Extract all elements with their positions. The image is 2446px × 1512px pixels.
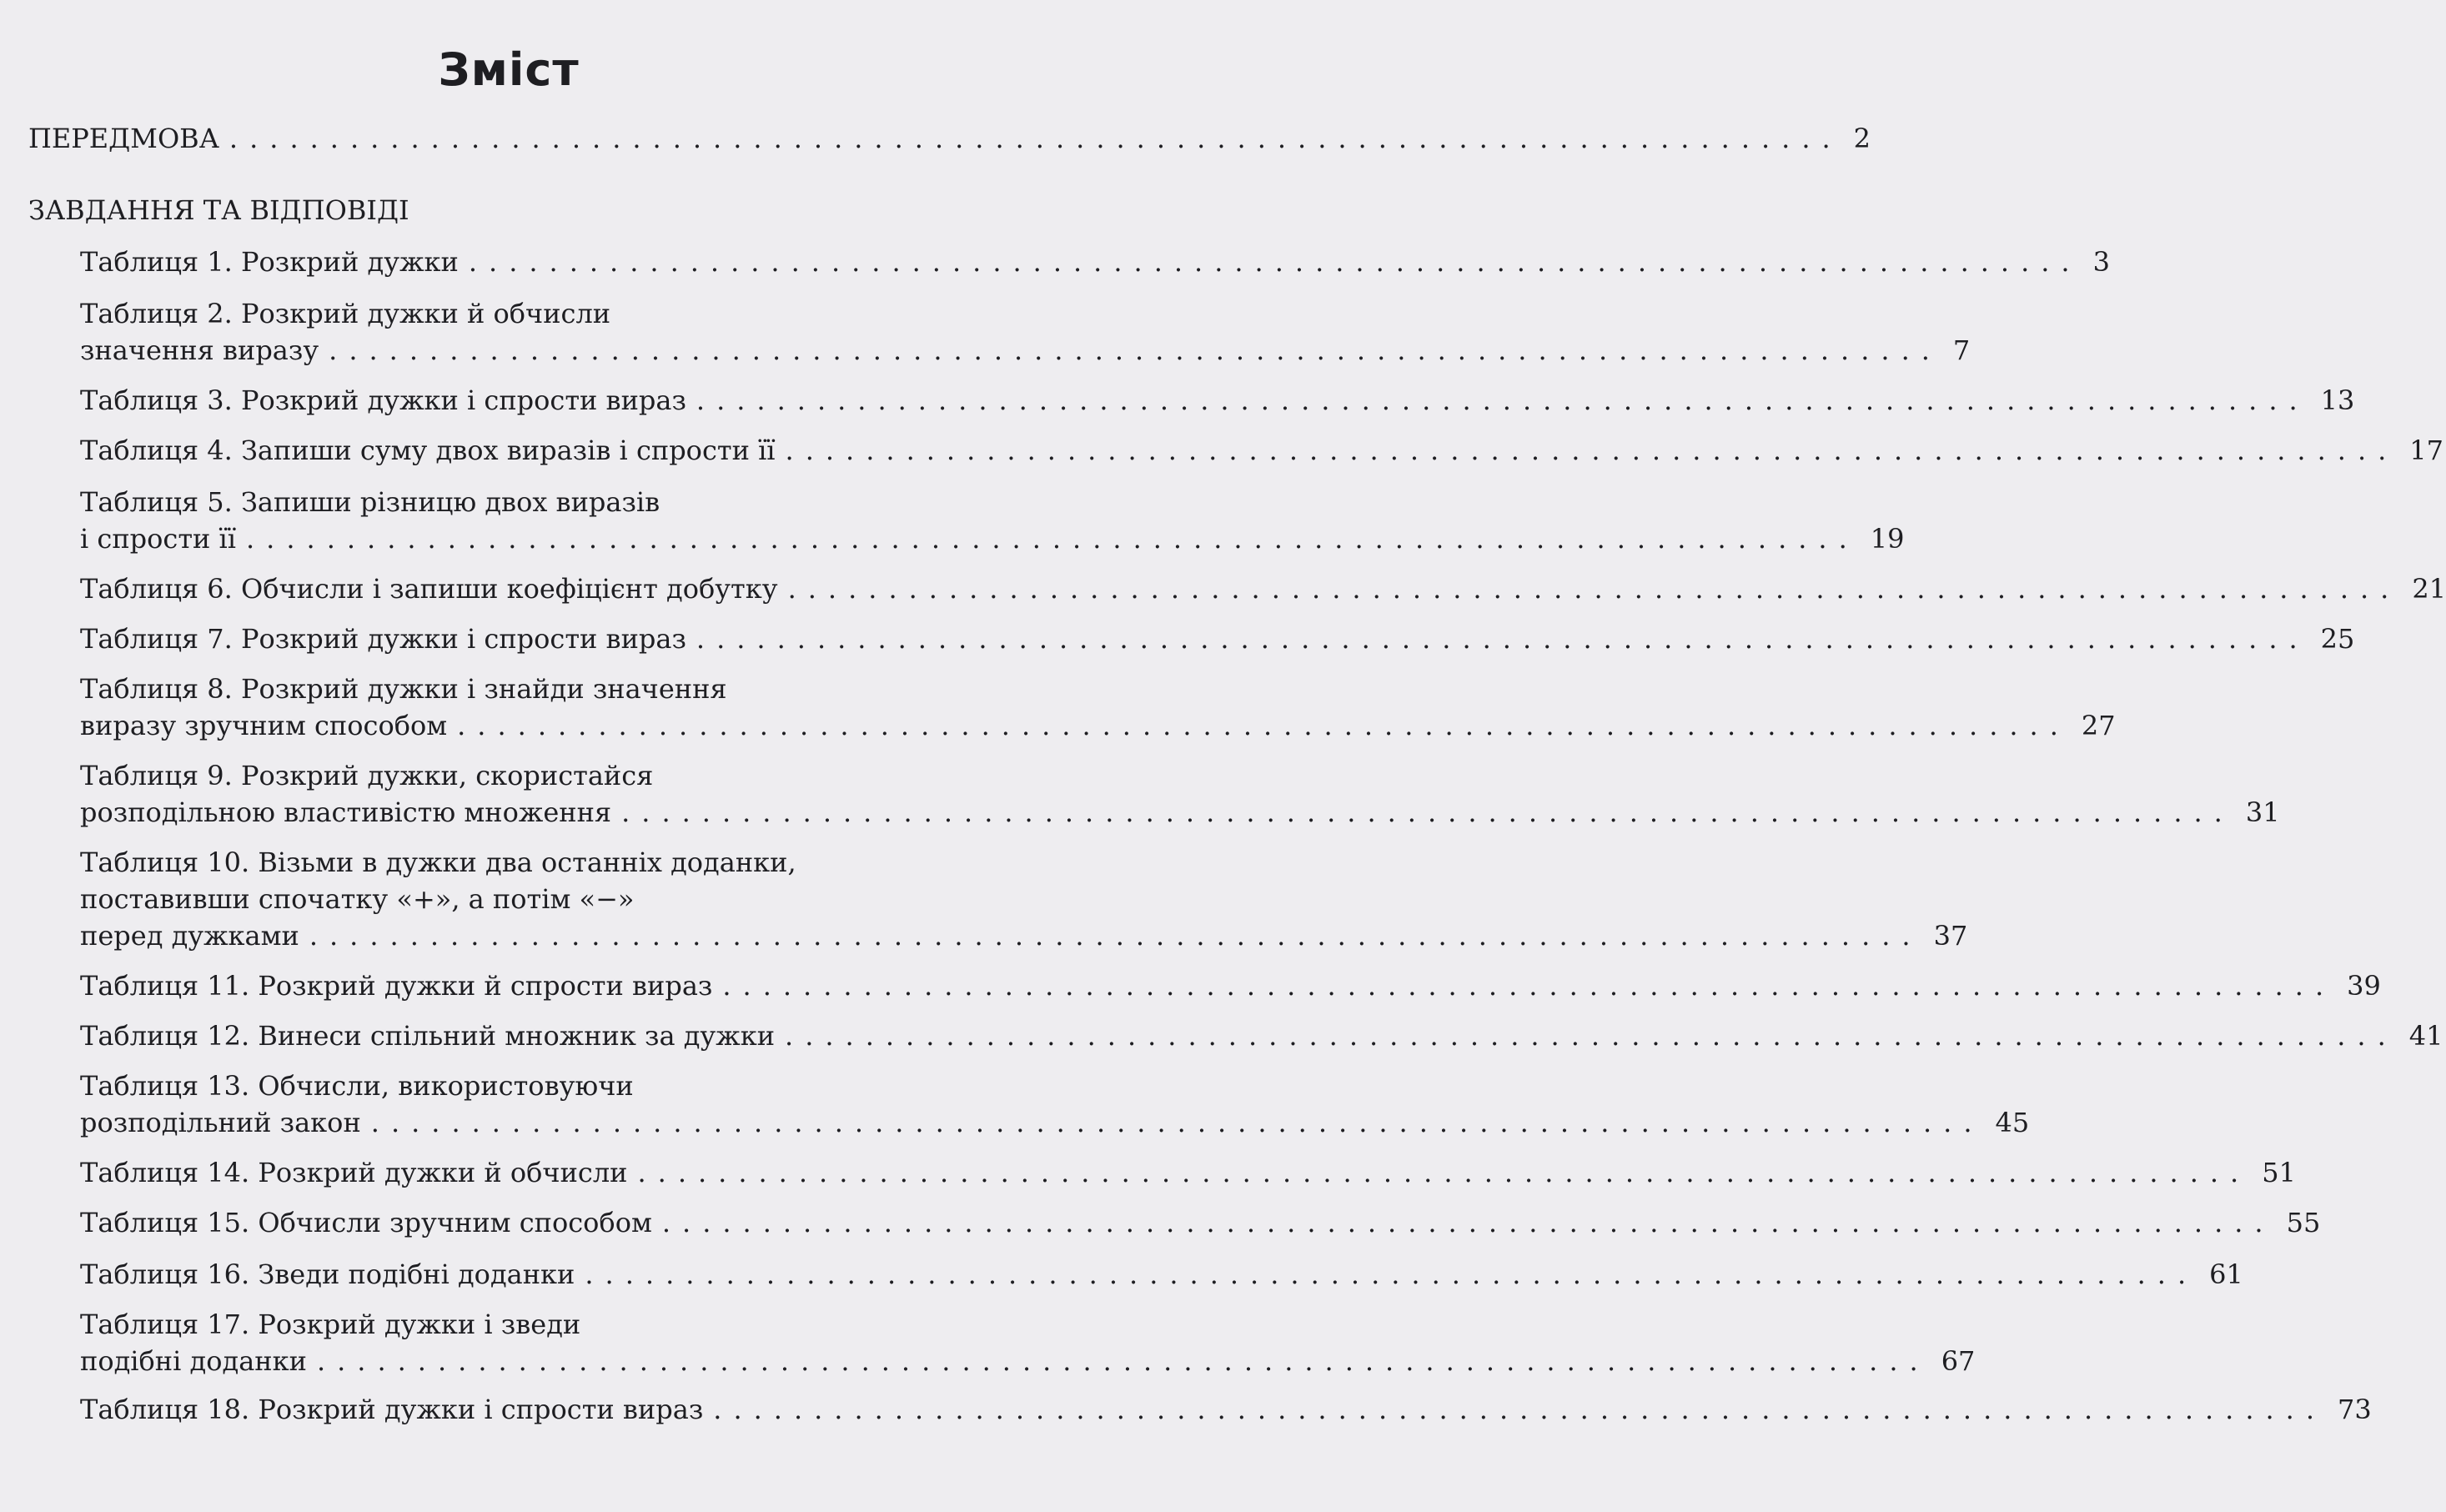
toc-entry-label: Таблиця 11. Розкрий дужки й спрости вираз (80, 970, 713, 1002)
toc-entry-label: виразу зручним способом (80, 710, 448, 741)
toc-page-number: 17 (2409, 435, 2443, 466)
toc-page-number: 3 (2092, 246, 2110, 278)
toc-entry-label: поставивши спочатку «+», а потім «−» (80, 883, 635, 915)
toc-page-number: 39 (2347, 970, 2381, 1002)
leader-dots: ................................................................................ (713, 1394, 2327, 1425)
toc-entry-label: розподільний закон (80, 1107, 361, 1138)
toc-entry (80, 620, 2355, 657)
leader-dots: ................................................................................ (457, 710, 2070, 741)
toc-page-number: 19 (1870, 523, 1905, 555)
toc-entry-label: Таблиця 3. Розкрий дужки і спрости вираз (80, 384, 686, 416)
toc-entry (80, 1017, 2443, 1054)
toc-entry-label: Таблиця 5. Запиши різницю двох виразів (80, 486, 660, 518)
toc-entry-label: Таблиця 1. Розкрий дужки (80, 246, 459, 278)
toc-entry-label: Таблиця 10. Візьми в дужки два останніх доданки, (80, 846, 796, 878)
toc-page-number: 73 (2338, 1394, 2372, 1425)
toc-page-number: 31 (2245, 796, 2280, 828)
toc-entry-label: і спрости її (80, 523, 236, 555)
toc-entry-label: розподільною властивістю множення (80, 796, 612, 828)
leader-dots: ................................................................................ (329, 334, 1941, 366)
toc-entry-label: Таблиця 4. Запиши суму двох виразів і спрости її (80, 435, 776, 466)
leader-dots: ................................................................................ (785, 1020, 2398, 1052)
leader-dots: ................................................................................ (585, 1258, 2198, 1290)
leader-dots: ................................................................................ (370, 1107, 1984, 1138)
leader-dots: ................................................................................ (246, 523, 1859, 555)
toc-entry (80, 570, 2446, 607)
toc-entry-label: Таблиця 6. Обчисли і запиши коефіцієнт добутку (80, 573, 778, 605)
toc-page-number: 55 (2286, 1207, 2321, 1238)
toc-page-number: 67 (1941, 1345, 1976, 1377)
toc-entry (80, 967, 2381, 1004)
toc-entry-label: Таблиця 7. Розкрий дужки і спрости вираз (80, 623, 686, 655)
toc-entry (80, 382, 2355, 419)
toc-entry-label: Таблиця 14. Розкрий дужки й обчисли (80, 1157, 628, 1188)
toc-entry (80, 1256, 2243, 1293)
toc-entry-label: Таблиця 18. Розкрий дужки і спрости вираз (80, 1394, 704, 1425)
toc-entry (80, 1204, 2321, 1241)
toc-entry-label: Таблиця 13. Обчисли, використовуючи (80, 1070, 634, 1102)
toc-page-number: 45 (1995, 1107, 2030, 1138)
toc-page-number: 61 (2209, 1258, 2243, 1290)
toc-entry (80, 1067, 2030, 1141)
leader-dots: ................................................................................ (696, 623, 2309, 655)
toc-entry-label: Таблиця 8. Розкрий дужки і знайди значення (80, 673, 727, 705)
toc-entry (80, 1306, 1976, 1379)
toc-page-number: 51 (2262, 1157, 2296, 1188)
leader-dots: ................................................................................ (661, 1207, 2275, 1238)
leader-dots: ................................................................................ (316, 1345, 1930, 1377)
toc-page-number: 27 (2081, 710, 2116, 741)
toc-entry (80, 484, 1905, 557)
toc-entry (80, 432, 2443, 469)
toc-page-number: 21 (2412, 573, 2446, 605)
leader-dots: ................................................................................ (621, 796, 2234, 828)
leader-dots: ................................................................................ (309, 920, 1922, 952)
leader-dots: ................................................................................ (229, 123, 1842, 154)
toc-entry-label: значення виразу (80, 334, 319, 366)
toc-entry-label: Таблиця 16. Зведи подібні доданки (80, 1258, 575, 1290)
toc-entry-label: перед дужками (80, 920, 299, 952)
toc-entry (80, 1391, 2372, 1428)
leader-dots: ................................................................................ (722, 970, 2336, 1002)
toc-entry-label: Таблиця 9. Розкрий дужки, скористайся (80, 760, 654, 791)
toc-entry-preface (28, 120, 1871, 157)
toc-page-number: 25 (2320, 623, 2355, 655)
leader-dots: ................................................................................ (696, 384, 2309, 416)
toc-page-number: 37 (1933, 920, 1968, 952)
leader-dots: ................................................................................ (785, 435, 2398, 466)
toc-entry-label: Таблиця 2. Розкрий дужки й обчисли (80, 298, 611, 329)
toc-page-number: 41 (2408, 1020, 2443, 1052)
toc-entry (80, 671, 2116, 744)
toc-entry (80, 244, 2110, 280)
toc-entry-label: Таблиця 17. Розкрий дужки і зведи (80, 1309, 581, 1340)
toc-entry-label: подібні доданки (80, 1345, 307, 1377)
section-heading: ЗАВДАННЯ ТА ВІДПОВІДІ (28, 194, 409, 226)
toc-entry (80, 295, 1971, 369)
leader-dots: ................................................................................ (637, 1157, 2251, 1188)
toc-entry (80, 844, 1968, 954)
toc-entry (80, 1154, 2296, 1191)
toc-page-number: 7 (1952, 334, 1971, 366)
toc-entry-label: ПЕРЕДМОВА (28, 123, 219, 154)
toc-entry (80, 757, 2280, 831)
toc-entry-label: Таблиця 15. Обчисли зручним способом (80, 1207, 652, 1238)
toc-page-number: 2 (1853, 123, 1871, 154)
leader-dots: ................................................................................ (787, 573, 2401, 605)
toc-entry-label: Таблиця 12. Винеси спільний множник за дужки (80, 1020, 776, 1052)
leader-dots: ................................................................................ (468, 246, 2082, 278)
page-title: Зміст (438, 43, 580, 96)
toc-page-number: 13 (2320, 384, 2355, 416)
